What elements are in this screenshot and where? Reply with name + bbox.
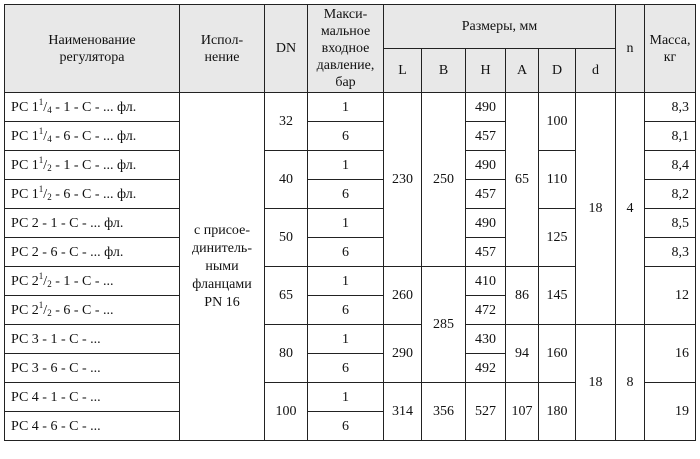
h-cell: 490 bbox=[466, 93, 506, 122]
pressure-cell: 6 bbox=[308, 296, 384, 325]
l-cell: 260 bbox=[384, 267, 422, 325]
dn-cell: 40 bbox=[265, 151, 308, 209]
h-cell: 457 bbox=[466, 238, 506, 267]
pressure-cell: 1 bbox=[308, 151, 384, 180]
header-d-upper: D bbox=[539, 49, 576, 93]
regulator-spec-table bbox=[4, 4, 696, 441]
d-upper-cell: 110 bbox=[539, 151, 576, 209]
mass-cell: 8,4 bbox=[645, 151, 696, 180]
header-a: A bbox=[506, 49, 539, 93]
d-upper-cell: 160 bbox=[539, 325, 576, 383]
regulator-name: РС $2^1/_2 - 6$ - С - ... bbox=[5, 296, 180, 325]
header-mass: Масса, кг bbox=[645, 5, 696, 93]
b-cell: 250 bbox=[422, 93, 466, 267]
mass-cell: 8,1 bbox=[645, 122, 696, 151]
h-cell: 457 bbox=[466, 180, 506, 209]
h-cell: 490 bbox=[466, 151, 506, 180]
l-cell: 230 bbox=[384, 93, 422, 267]
l-cell: 314 bbox=[384, 383, 422, 441]
d-lower-cell: 18 bbox=[576, 325, 616, 441]
regulator-name: РС $1^1/_2 - 1$ - С - ... фл. bbox=[5, 151, 180, 180]
l-cell: 290 bbox=[384, 325, 422, 383]
header-d-lower: d bbox=[576, 49, 616, 93]
header-b: B bbox=[422, 49, 466, 93]
pressure-cell: 1 bbox=[308, 209, 384, 238]
header-dn: DN bbox=[265, 5, 308, 93]
table-row bbox=[5, 93, 696, 122]
table-row bbox=[5, 325, 696, 354]
h-cell: 492 bbox=[466, 354, 506, 383]
n-cell: 4 bbox=[616, 93, 645, 325]
regulator-name: РС 3 - 6 - С - ... bbox=[5, 354, 180, 383]
dn-cell: 80 bbox=[265, 325, 308, 383]
mass-cell: 8,2 bbox=[645, 180, 696, 209]
regulator-name: РС $2^1/_2 - 1$ - С - ... bbox=[5, 267, 180, 296]
pressure-cell: 6 bbox=[308, 122, 384, 151]
dn-cell: 50 bbox=[265, 209, 308, 267]
regulator-name: РС 3 - 1 - С - ... bbox=[5, 325, 180, 354]
header-l: L bbox=[384, 49, 422, 93]
a-cell: 86 bbox=[506, 267, 539, 325]
execution-cell: с присое-динитель-ными фланцами PN 16 bbox=[180, 93, 265, 441]
d-upper-cell: 145 bbox=[539, 267, 576, 325]
regulator-name: РС $1^1/_2 - 6$ - С - ... фл. bbox=[5, 180, 180, 209]
pressure-cell: 1 bbox=[308, 267, 384, 296]
header-sizes: Размеры, мм bbox=[384, 5, 616, 49]
mass-cell: 16 bbox=[645, 325, 696, 383]
pressure-cell: 6 bbox=[308, 412, 384, 441]
dn-cell: 65 bbox=[265, 267, 308, 325]
a-cell: 65 bbox=[506, 93, 539, 267]
d-upper-cell: 125 bbox=[539, 209, 576, 267]
h-cell: 490 bbox=[466, 209, 506, 238]
d-lower-cell: 18 bbox=[576, 93, 616, 325]
b-cell: 356 bbox=[422, 383, 466, 441]
pressure-cell: 1 bbox=[308, 383, 384, 412]
regulator-name: РС $1^1/_4 - 6$ - С - ... фл. bbox=[5, 122, 180, 151]
header-h: H bbox=[466, 49, 506, 93]
pressure-cell: 6 bbox=[308, 180, 384, 209]
h-cell: 527 bbox=[466, 383, 506, 441]
regulator-name: РС 4 - 1 - С - ... bbox=[5, 383, 180, 412]
regulator-name: РС 2 - 1 - С - ... фл. bbox=[5, 209, 180, 238]
d-upper-cell: 180 bbox=[539, 383, 576, 441]
pressure-cell: 6 bbox=[308, 238, 384, 267]
h-cell: 457 bbox=[466, 122, 506, 151]
header-execution: Испол-нение bbox=[180, 5, 265, 93]
mass-cell: 19 bbox=[645, 383, 696, 441]
mass-cell: 8,5 bbox=[645, 209, 696, 238]
a-cell: 107 bbox=[506, 383, 539, 441]
mass-cell: 12 bbox=[645, 267, 696, 325]
b-cell: 285 bbox=[422, 267, 466, 383]
d-upper-cell: 100 bbox=[539, 93, 576, 151]
pressure-cell: 6 bbox=[308, 354, 384, 383]
mass-cell: 8,3 bbox=[645, 238, 696, 267]
dn-cell: 100 bbox=[265, 383, 308, 441]
h-cell: 430 bbox=[466, 325, 506, 354]
header-n: n bbox=[616, 5, 645, 93]
h-cell: 410 bbox=[466, 267, 506, 296]
pressure-cell: 1 bbox=[308, 325, 384, 354]
header-max-pressure: Макси-мальное входное давление, бар bbox=[308, 5, 384, 93]
a-cell: 94 bbox=[506, 325, 539, 383]
regulator-name: РС 4 - 6 - С - ... bbox=[5, 412, 180, 441]
mass-cell: 8,3 bbox=[645, 93, 696, 122]
regulator-name: РС $1^1/_4 - 1$ - С - ... фл. bbox=[5, 93, 180, 122]
header-name: Наименование регулятора bbox=[5, 5, 180, 93]
h-cell: 472 bbox=[466, 296, 506, 325]
dn-cell: 32 bbox=[265, 93, 308, 151]
regulator-name: РС 2 - 6 - С - ... фл. bbox=[5, 238, 180, 267]
pressure-cell: 1 bbox=[308, 93, 384, 122]
n-cell: 8 bbox=[616, 325, 645, 441]
